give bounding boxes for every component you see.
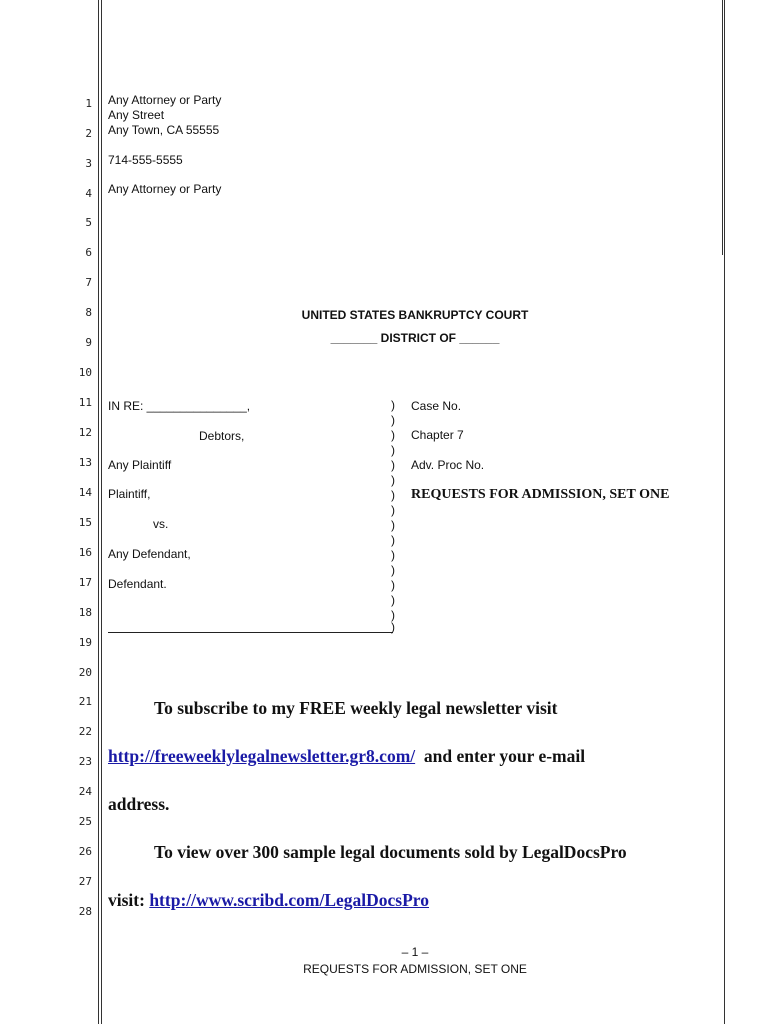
visit-label: visit:	[108, 890, 145, 910]
line-number: 4	[85, 187, 92, 200]
line-number: 8	[85, 306, 92, 319]
body-line-2-rest: and enter your e-mail	[423, 746, 586, 766]
line-number: 9	[85, 336, 92, 349]
caption-paren: )	[391, 608, 395, 622]
document-title: REQUESTS FOR ADMISSION, SET ONE	[411, 487, 670, 502]
line-number: 19	[78, 636, 92, 649]
scribd-link[interactable]: http://www.scribd.com/LegalDocsPro	[149, 890, 429, 910]
line-number: 24	[78, 785, 92, 798]
caption-paren: )	[391, 473, 395, 487]
caption-paren: )	[391, 503, 395, 517]
line-number: 10	[78, 366, 92, 379]
line-number: 20	[78, 666, 92, 679]
line-number: 12	[78, 426, 92, 439]
body-line-3: address.	[108, 794, 170, 814]
debtors-label: Debtors,	[199, 429, 245, 443]
page-number: – 1 –	[401, 945, 429, 959]
left-margin-rule-inner	[101, 0, 102, 1024]
caption-paren: )	[391, 548, 395, 562]
line-number: 6	[85, 246, 92, 259]
chapter-label: Chapter 7	[411, 428, 464, 442]
caption-paren: )	[391, 413, 395, 427]
caption-bottom-rule	[108, 632, 393, 633]
line-number: 13	[78, 456, 92, 469]
versus-label: vs.	[153, 517, 169, 531]
footer-title: REQUESTS FOR ADMISSION, SET ONE	[303, 962, 527, 976]
line-number: 21	[78, 695, 92, 708]
case-number-label: Case No.	[411, 399, 462, 413]
caption-paren: )	[391, 563, 395, 577]
caption-paren: )	[391, 518, 395, 532]
body-line-4: To view over 300 sample legal documents sold by LegalDocsPro	[154, 842, 627, 862]
line-number: 3	[85, 157, 92, 170]
attorney-city: Any Town, CA 55555	[108, 123, 220, 137]
line-number: 22	[78, 725, 92, 738]
attorney-street: Any Street	[108, 108, 165, 122]
line-number: 15	[78, 516, 92, 529]
line-number: 28	[78, 905, 92, 918]
court-name: UNITED STATES BANKRUPTCY COURT	[301, 308, 529, 322]
caption-paren: )	[391, 428, 395, 442]
line-number: 1	[85, 97, 92, 110]
line-number: 26	[78, 845, 92, 858]
left-margin-rule-outer	[98, 0, 99, 1024]
defendant-name: Any Defendant,	[108, 547, 191, 561]
line-number: 27	[78, 875, 92, 888]
plaintiff-label: Plaintiff,	[108, 487, 151, 501]
attorney-name: Any Attorney or Party	[108, 93, 222, 107]
body-line-5	[108, 890, 429, 911]
line-number: 11	[78, 396, 92, 409]
caption-paren: )	[391, 620, 395, 634]
line-number: 5	[85, 216, 92, 229]
defendant-label: Defendant.	[108, 577, 167, 591]
body-line-1: To subscribe to my FREE weekly legal newsletter visit	[154, 698, 558, 718]
caption-paren: )	[391, 398, 395, 412]
line-number: 14	[78, 486, 92, 499]
plaintiff-name: Any Plaintiff	[108, 458, 172, 472]
line-number: 7	[85, 276, 92, 289]
line-number: 25	[78, 815, 92, 828]
right-margin-rule-top	[722, 0, 723, 255]
newsletter-link[interactable]: http://freeweeklylegalnewsletter.gr8.com/	[108, 746, 416, 766]
caption-paren: )	[391, 578, 395, 592]
in-re-line: IN RE: _______________,	[108, 399, 251, 413]
line-number: 2	[85, 127, 92, 140]
attorney-phone: 714-555-5555	[108, 153, 183, 167]
line-number: 18	[78, 606, 92, 619]
right-margin-rule	[724, 0, 725, 1024]
court-district: _______ DISTRICT OF ______	[330, 331, 500, 345]
caption-paren: )	[391, 488, 395, 502]
line-number: 16	[78, 546, 92, 559]
caption-paren: )	[391, 533, 395, 547]
adv-proc-label: Adv. Proc No.	[411, 458, 485, 472]
line-number: 17	[78, 576, 92, 589]
caption-paren: )	[391, 443, 395, 457]
line-number: 23	[78, 755, 92, 768]
body-line-2	[108, 746, 585, 767]
caption-paren: )	[391, 593, 395, 607]
attorney-for-party: Any Attorney or Party	[108, 182, 222, 196]
caption-paren: )	[391, 458, 395, 472]
